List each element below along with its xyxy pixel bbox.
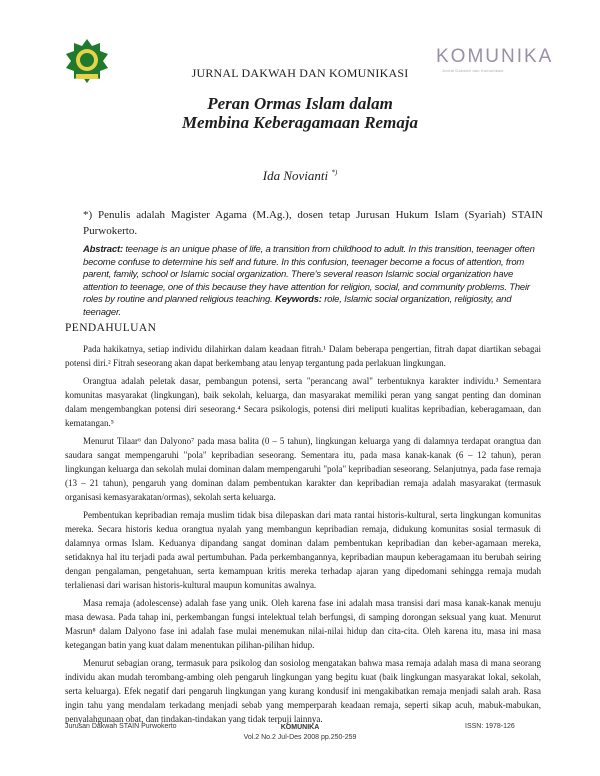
footer-issn: ISSN: 1978-126 [465,723,515,730]
section-heading: PENDAHULUAN [65,322,157,334]
article-body [65,342,541,730]
title-line-2: Membina Keberagamaan Remaja [181,113,419,132]
footer-issue: Vol.2 No.2 Jul-Des 2008 pp.250-259 [243,734,357,741]
paragraph-4: Pembentukan kepribadian remaja muslim tidak bisa dilepaskan dari mata rantai historis-kultural, serta lingkungan komunitas mereka. Secara historis kedua orangtua nyalah yang membangun kepribadian remaja, didukung komunitas sosial termasuk di dalamnya ormas Islam. Keduanya dipandang sangat dominan dalam pembentukan kepribadian dan keber-agamaan mereka, setidaknya hal itu terjadi pada awal pertumbuhan. Pada perkembangannya, kepribadian maupun keberagamaan itu berubah seiring dengan pengalaman, pengetahuan, serta kemampuan kritis mereka terhadap ajaran yang dipedomani sehingga remaja mudah terlalienasi dari warisan historis-kultural maupun komunitas awalnya. [65,510,541,590]
footer-department: Jurusan Dakwah STAIN Purwokerto [65,723,177,730]
paragraph-3: Menurut Tilaar⁶ dan Dalyono⁷ pada masa balita (0 – 5 tahun), lingkungan keluarga yang di dalamnya terdapat orangtua dan saudara sangat mempengaruhi "pola" kepribadian seseorang. Sementara itu, pada masa kanak-kanak (6 – 12 tahun), peran lingkungan keluarga dan sekolah mulai dominan dalam mempengaruhi "pola" kepribadian seseorang. Selanjutnya, pada fase remaja (13 – 21 tahun), pengaruh yang dominan dalam pembentukan karakter dan kepribadian remaja adalah masyarakat (termasuk organisasi kemasyarakatan/ormas), sekolah serta keluarga. [65,436,541,502]
footer-journal-title: KOMUNIKA [280,724,320,731]
paragraph-2: Orangtua adalah peletak dasar, pembangun potensi, serta "perancang awal" terbentuknya karakter individu.³ Sementara komunitas masyarakat (lingkungan), baik sekolah, keluarga, dan masyarakat memiliki peran yang sangat penting dan dominan dalam mengembangkan potensi diri seseorang.⁴ Secara psikologis, potensi diri meliputi kualitas kepribadian, keberagamaan, dan kematangan.⁵ [65,376,541,428]
abstract-text: teenage is an unique phase of life, a transition from childhood to adult. In this transition, teenager often become confuse to determine his self and future. In this confusion, teenager become a focus of attention, from parent, family, school or Islamic social organization. There's several reason Islamic social organization have attention to teenage, one of this because they have attention for religion, social, and community problems. Their roles by routine and planned religious teaching. [83,244,535,305]
paragraph-6: Menurut sebagian orang, termasuk para psikolog dan sosiolog mengatakan bahwa masa remaja adalah masa di mana seorang individu akan mudah terombang-ambing oleh pengaruh lingkungan yang begitu kuat (baik lingkungan masyarakat lokal, sekolah, serta keluarga). Efek negatif dari pengaruh lingkungan yang kurang kondusif ini mengakibatkan remaja menjadi salah arah. Rasa ingin tahu yang mendalam terkadang menjadi sebab yang memperparah keadaan remaja, seperti sikap acuh, mabuk-mabukan, penyalahgunaan obat, dan tindakan-tindakan yang tidak terpuji lainnya. [65,658,541,724]
author-line [0,168,600,184]
paragraph-5: Masa remaja (adolescense) adalah fase yang unik. Oleh karena fase ini adalah masa transisi dari masa kanak-kanak menuju masa dewasa. Pada tahap ini, perkembangan fungsi intelektual telah berfungsi, di samping dorongan seksual yang kuat. Menurut Masrun⁸ dalam Dalyono fase ini adalah fase mulai menemukan nilai-nilai hidup dan cita-cita. Oleh karena itu, masa ini masa ketegangan batin yang kuat dalam menentukan pilihan-pilihan hidup. [65,598,541,650]
journal-name: JURNAL DAKWAH DAN KOMUNIKASI [191,66,409,80]
keywords-label: Keywords: [274,294,322,305]
article-title [0,94,600,132]
keywords-text: role, Islamic social organization, religiosity, and teenager. [83,294,512,318]
author-footnote [83,207,543,239]
author-footnote-mark: *) [331,168,338,177]
author-name: Ida Novianti [262,168,329,183]
paragraph-1: Pada hakikatnya, setiap individu dilahirkan dalam keadaan fitrah.¹ Dalam beberapa pengertian, fitrah dapat diartikan sebagai potensi diri.² Fitrah seseorang akan dapat berkembang atau lenyap tergantung pada perlakuan lingkungan. [65,344,541,368]
komunika-logo-word: KOMUNIKA [436,46,554,67]
abstract [83,244,543,319]
footnote-mark: *) [83,209,93,221]
footnote-text: Penulis adalah Magister Agama (M.Ag.), dosen tetap Jurusan Hukum Islam (Syariah) STAIN Purwokerto. [83,209,544,237]
komunika-logo-tagline: Jurnal Dakwah dan Komunikasi [442,68,504,73]
title-line-1: Peran Ormas Islam dalam [207,94,393,113]
abstract-label: Abstract: [83,244,123,255]
